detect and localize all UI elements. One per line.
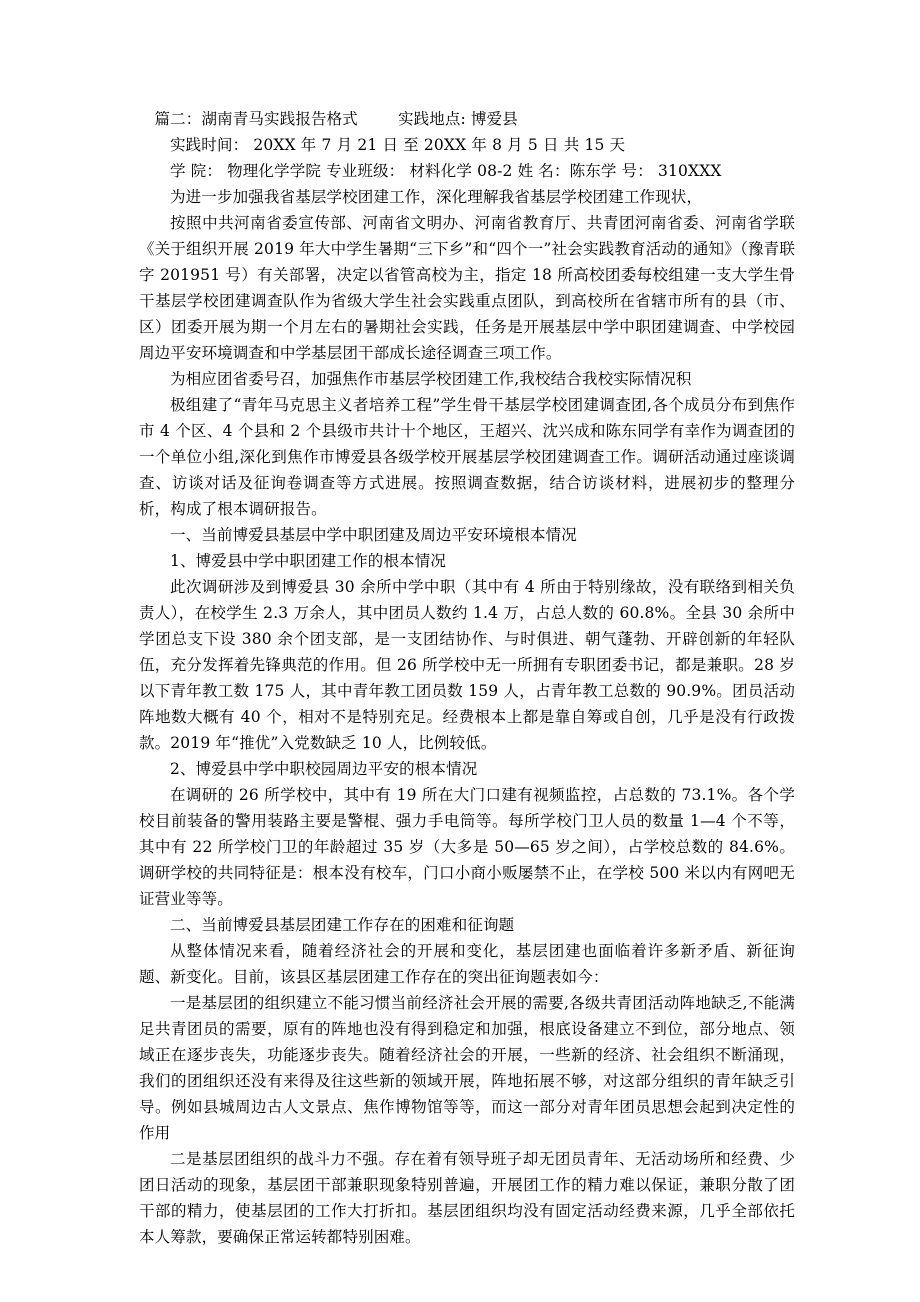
student-info: 学 院： 物理化学学院 专业班级： 材料化学 08-2 姓 名：陈东学 号： 310XXX [170,162,722,180]
subsection-heading-1-1: 1、博爱县中学中职团建工作的根本情况 [170,552,447,570]
section-heading-2: 二、当前博爱县基层团建工作存在的困难和征询题 [170,916,515,934]
section-heading-1: 一、当前博爱县基层中学中职团建及周边平安环境根本情况 [170,526,577,544]
paragraph-problem-1: 一是基层团的组织建立不能习惯当前经济社会开展的需要,各级共青团活动阵地缺乏,不能满足共青团员的需要，原有的阵地也没有得到稳定和加强，根底设备建立不到位，部分地点、领域正在逐步丧失，功能逐步丧失。随着经济社会的开展，一些新的经济、社会组织不断涌现，我们的团组织还没有来得及往这些新的领域开展，阵地拓展不够，对这部分组织的青年缺乏引导。例如县城周边古人文景点、焦作博物馆等等，而这一部分对青年团员思想会起到决定性的作用 [139,994,795,1142]
subsection-heading-1-2: 2、博爱县中学中职校园周边平安的根本情况 [170,760,478,778]
paragraph-campus-safety: 在调研的 26 所学校中，其中有 19 所在大门口建有视频监控，占总数的 73.1%。各个学校目前装备的警用装路主要是警棍、强力手电筒等。每所学校门卫人员的数量 1—4 个不等，其中有 22 所学校门卫的年龄超过 35 岁（大多是 50—65 岁之间），占学校总数的 84.6%。调研学校的共同特征是：根本没有校车，门口小商小贩屡禁不止，在学校 500 米以内有网吧无证营业等等。 [139,786,795,908]
practice-time: 实践时间： 20XX 年 7 月 21 日 至 20XX 年 8 月 5 日 共 15 天 [170,136,626,154]
document-title: 篇二：湖南青马实践报告格式 [154,110,358,128]
paragraph-intro: 为进一步加强我省基层学校团建工作，深化理解我省基层学校团建工作现状， [170,188,703,206]
practice-location: 实践地点: 博爱县 [397,110,518,128]
paragraph-overview: 从整体情况来看，随着经济社会的开展和变化，基层团建也面临着许多新矛盾、新征询题、新变化。目前，该县区基层团建工作存在的突出征询题表如今： [139,942,795,986]
paragraph-league-building: 此次调研涉及到博爱县 30 余所中学中职（其中有 4 所由于特别缘故，没有联络到相关负责人），在校学生 2.3 万余人，其中团员人数约 1.4 万，占总人数的 60.8%。全县 30 余所中学团总支下设 380 余个团支部，是一支团结协作、与时俱进、朝气蓬勃、开辟创新的年轻队伍，充分发挥着先锋典范的作用。但 26 所学校中无一所拥有专职团委书记，都是兼职。28 岁以下青年教工数 175 人，其中青年教工团员数 159 人，占青年教工总数的 90.9%。团员活动阵地数大概有 40 个，相对不是特别充足。经费根本上都是靠自筹或自创，几乎是没有行政拨款。2019 年“推优”入党数缺乏 10 人，比例较低。 [139,578,795,752]
paragraph-response: 为相应团省委号召，加强焦作市基层学校团建工作,我校结合我校实际情况积 [170,370,692,388]
paragraph-problem-2: 二是基层团组织的战斗力不强。存在着有领导班子却无团员青年、无活动场所和经费、少团日活动的现象，基层团干部兼职现象特别普遍，开展团工作的精力难以保证，兼职分散了团干部的精力，使基层团的工作大打折扣。基层团组织均没有固定活动经费来源，几乎全部依托本人筹款，要确保正常运转都特别困难。 [139,1150,795,1246]
paragraph-team: 极组建了“青年马克思主义者培养工程”学生骨干基层学校团建调查团,各个成员分布到焦作市 4 个区、4 个县和 2 个县级市共计十个地区，王超兴、沈兴成和陈东同学有幸作为调查团的一个单位小组,深化到焦作市博爱县各级学校开展基层学校团建调查工作。调研活动通过座谈调查、访谈对话及征询卷调查等方式进展。按照调查数据，结合访谈材料，进展初步的整理分析，构成了根本调研报告。 [139,396,795,518]
paragraph-background: 按照中共河南省委宣传部、河南省文明办、河南省教育厅、共青团河南省委、河南省学联《关于组织开展 2019 年大中学生暑期“三下乡”和“四个一”社会实践教育活动的通知》（豫青联字 201951 号）有关部署，决定以省管高校为主，指定 18 所高校团委每校组建一支大学生骨干基层学校团建调查队作为省级大学生社会实践重点团队，到高校所在省辖市所有的县（市、区）团委开展为期一个月左右的暑期社会实践，任务是开展基层中学中职团建调查、中学校园周边平安环境调查和中学基层团干部成长途径调查三项工作。 [139,214,795,362]
document-page [139,106,795,1250]
header-title-line [139,106,795,132]
